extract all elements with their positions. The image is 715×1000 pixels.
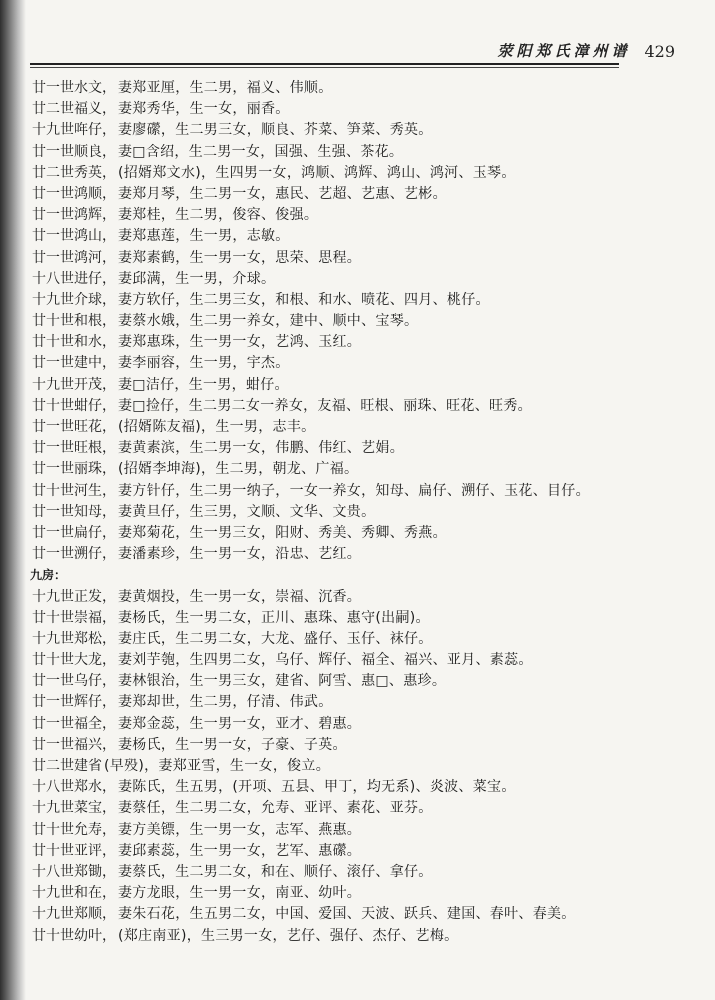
genealogy-entry — [30, 926, 690, 947]
genealogy-entry — [30, 184, 690, 205]
genealogy-entry — [30, 396, 690, 417]
entry-text: 妻杨氏，生一男二女，正川、惠珠、惠守(出嗣)。 — [118, 609, 430, 626]
genealogy-entry — [30, 78, 690, 99]
entry-text: 妻□含绍，生二男一女，国强、生强、茶花。 — [118, 143, 404, 160]
genealogy-entry — [30, 438, 690, 459]
genealogy-text — [30, 78, 690, 947]
genealogy-entry — [30, 523, 690, 544]
entry-name: 廿一世扁仔， — [32, 524, 116, 541]
entry-text: 妻黄旦仔，生三男，文顺、文华、文贵。 — [118, 503, 376, 520]
entry-text: (早殁)，妻郑亚雪，生一女，俊立。 — [104, 758, 331, 774]
entry-text: 妻方美镖，生一男一女，志军、燕惠。 — [118, 821, 362, 838]
entry-name: 廿十世允寿， — [32, 821, 116, 838]
entry-name: 廿一世知母， — [32, 503, 116, 520]
entry-name: 廿二世福义， — [32, 101, 116, 118]
entry-name: 廿一世福兴， — [32, 736, 116, 753]
entry-name: 廿十世亚评， — [32, 842, 116, 859]
entry-text: 妻郑却世，生二男，仔清、伟武。 — [118, 694, 333, 711]
genealogy-entry — [30, 248, 690, 269]
genealogy-entry — [30, 226, 690, 247]
entry-name: 廿十世幼叶， — [32, 927, 116, 944]
genealogy-entry — [30, 375, 690, 396]
entry-name: 廿十世大龙， — [32, 652, 116, 669]
entry-text: 妻邱满，生一男，介球。 — [118, 270, 276, 287]
genealogy-entry — [30, 777, 690, 798]
entry-name: 廿一世丽珠， — [32, 461, 116, 478]
genealogy-entry — [30, 459, 690, 480]
entry-name: 廿十世和水， — [32, 334, 116, 351]
entry-name: 十八世郑锄， — [32, 863, 116, 880]
genealogy-entry — [30, 544, 690, 565]
genealogy-entry — [30, 735, 690, 756]
genealogy-entry — [30, 163, 690, 184]
entry-text: 妻黄烟投，生一男一女，崇福、沉香。 — [118, 588, 362, 605]
entry-text: 妻李丽容，生一男，宇杰。 — [118, 355, 290, 372]
entry-name: 廿一世水文， — [32, 80, 116, 96]
genealogy-entry — [30, 332, 690, 353]
entry-name: 十九世正发， — [32, 588, 116, 605]
genealogy-entry — [30, 883, 690, 904]
genealogy-entry — [30, 311, 690, 332]
entry-name: 十九世哖仔， — [32, 122, 116, 139]
entry-text: 妻方针仔，生二男一纳子，一女一养女，知母、扁仔、溯仔、玉花、目仔。 — [118, 482, 590, 499]
entry-text: 妻蔡任，生二男二女，允寿、亚评、素花、亚芬。 — [118, 800, 433, 817]
entry-name: 廿二世秀英， — [32, 164, 116, 181]
entry-name: 廿十世崇福， — [32, 609, 116, 626]
entry-text: 妻郑素鹤，生一男一女，思荣、思程。 — [118, 249, 362, 266]
genealogy-entry — [30, 671, 690, 692]
genealogy-entry — [30, 798, 690, 819]
entry-text: 妻庄氏，生二男二女，大龙、盛仔、玉仔、袜仔。 — [118, 630, 433, 647]
genealogy-entry — [30, 481, 690, 502]
entry-text: 妻邱素蕊，生一男一女，艺军、惠礯。 — [118, 842, 362, 859]
entry-name: 十九世郑顺， — [32, 906, 116, 923]
entry-name: 廿一世鸿河， — [32, 249, 116, 266]
entry-text: 妻杨氏，生一男一女，子豪、子英。 — [118, 736, 347, 753]
entry-name: 九房： — [30, 568, 67, 583]
genealogy-entry — [30, 142, 690, 163]
entry-text: 妻廖礯，生二男三女，顺良、芥菜、笋菜、秀英。 — [118, 122, 433, 139]
entry-name: 廿一世鸿山， — [32, 228, 116, 245]
entry-name: 十八世进仔， — [32, 270, 116, 287]
entry-name: 廿一世乌仔， — [32, 673, 116, 690]
entry-name: 廿一世建中， — [32, 355, 116, 372]
entry-text: (招婿李坤海)，生二男，朝龙、广福。 — [118, 461, 359, 478]
entry-text: 妻郑桂，生二男，俊容、俊强。 — [118, 207, 319, 224]
entry-text: 妻郑惠珠，生一男一女，艺鸿、玉红。 — [118, 334, 362, 351]
entry-name: 廿一世鸿辉， — [32, 207, 116, 224]
entry-name: 十九世和在， — [32, 885, 116, 902]
page-edge-shadow — [0, 0, 26, 1000]
genealogy-entry — [30, 587, 690, 608]
genealogy-entry — [30, 862, 690, 883]
entry-text: 妻黄素滨，生二男一女，伟鹏、伟红、艺娟。 — [118, 440, 404, 457]
genealogy-entry — [30, 205, 690, 226]
entry-name: 廿一世旺根， — [32, 440, 116, 457]
entry-text: 妻郑亚厘，生二男，福义、伟顺。 — [118, 80, 333, 96]
genealogy-entry — [30, 904, 690, 925]
entry-name: 十八世郑水， — [32, 779, 116, 796]
entry-text: 妻陈氏，生五男，(开项、五县、甲丁，均无系)、炎波、菜宝。 — [118, 779, 516, 796]
header-rule-thin — [30, 67, 619, 68]
entry-text: (郑庄南亚)，生三男一女，艺仔、强仔、杰仔、艺梅。 — [118, 927, 459, 944]
genealogy-entry — [30, 629, 690, 650]
genealogy-entry — [30, 290, 690, 311]
genealogy-entry — [30, 608, 690, 629]
genealogy-entry — [30, 502, 690, 523]
page-number: 429 — [644, 42, 675, 61]
genealogy-entry — [30, 650, 690, 671]
entry-text: 妻郑月琴，生二男一女，惠民、艺超、艺惠、艺彬。 — [118, 185, 447, 202]
entry-text: 妻林银治，生一男三女，建省、阿雪、惠□、惠珍。 — [118, 673, 447, 690]
entry-name: 廿十世和根， — [32, 313, 116, 330]
entry-text: 妻朱石花，生五男二女，中国、爱国、天波、跃兵、建国、春叶、春美。 — [118, 906, 576, 923]
genealogy-entry — [30, 841, 690, 862]
entry-name: 十九世开茂， — [32, 376, 116, 393]
entry-text: 妻郑秀华，生一女，丽香。 — [118, 101, 290, 118]
entry-text: (招婿郑文水)，生四男一女，鸿顺、鸿辉、鸿山、鸿河、玉琴。 — [118, 164, 516, 181]
section-label — [30, 565, 690, 586]
genealogy-entry — [30, 417, 690, 438]
entry-name: 廿二世建省 — [32, 758, 102, 774]
entry-text: 妻方龙眼，生一男一女，南亚、幼叶。 — [118, 885, 362, 902]
entry-text: 妻刘芋匏，生四男二女，乌仔、辉仔、福全、福兴、亚月、素蕊。 — [118, 652, 533, 669]
genealogy-entry — [30, 120, 690, 141]
genealogy-entry — [30, 820, 690, 841]
page-header — [30, 35, 675, 61]
entry-name: 廿一世顺良， — [32, 143, 116, 160]
entry-name: 廿十世河生， — [32, 482, 116, 499]
entry-text: 妻郑菊花，生一男三女，阳财、秀美、秀卿、秀燕。 — [118, 524, 447, 541]
genealogy-entry — [30, 692, 690, 713]
entry-name: 十九世介球， — [32, 291, 116, 308]
entry-text: 妻郑惠莲，生一男，志敏。 — [118, 228, 290, 245]
entry-text: 妻□捡仔，生二男二女一养女，友福、旺根、丽珠、旺花、旺秀。 — [118, 397, 532, 414]
book-title: 荥阳郑氏漳州谱 — [497, 42, 631, 60]
entry-name: 廿一世旺花， — [32, 419, 116, 435]
entry-text: 妻蔡水娥，生二男一养女，建中、顺中、宝琴。 — [118, 313, 419, 330]
entry-name: 廿一世溯仔， — [32, 546, 116, 563]
entry-text: (招婿陈友福)，生一男，志丰。 — [118, 419, 316, 435]
entry-name: 廿一世福全， — [32, 715, 116, 732]
genealogy-entry — [30, 353, 690, 374]
entry-text: 妻□洁仔，生一男，蚶仔。 — [118, 376, 289, 393]
entry-text: 妻蔡氏，生二男二女，和在、顺仔、滚仔、拿仔。 — [118, 863, 433, 880]
genealogy-entry — [30, 714, 690, 735]
entry-name: 十九世菜宝， — [32, 800, 116, 817]
entry-text: 妻潘素珍，生一男一女，沿忠、艺红。 — [118, 546, 362, 563]
entry-text: 妻方软仔，生二男三女，和根、和水、喷花、四月、桃仔。 — [118, 291, 490, 308]
header-rule — [30, 63, 619, 65]
entry-text: 妻郑金蕊，生一男一女，亚才、碧惠。 — [118, 715, 362, 732]
entry-name: 廿一世辉仔， — [32, 694, 116, 711]
entry-name: 廿十世蚶仔， — [32, 397, 116, 414]
genealogy-entry — [30, 756, 690, 777]
entry-name: 廿一世鸿顺， — [32, 185, 116, 202]
genealogy-entry — [30, 99, 690, 120]
genealogy-entry — [30, 269, 690, 290]
entry-name: 十九世郑松， — [32, 630, 116, 647]
